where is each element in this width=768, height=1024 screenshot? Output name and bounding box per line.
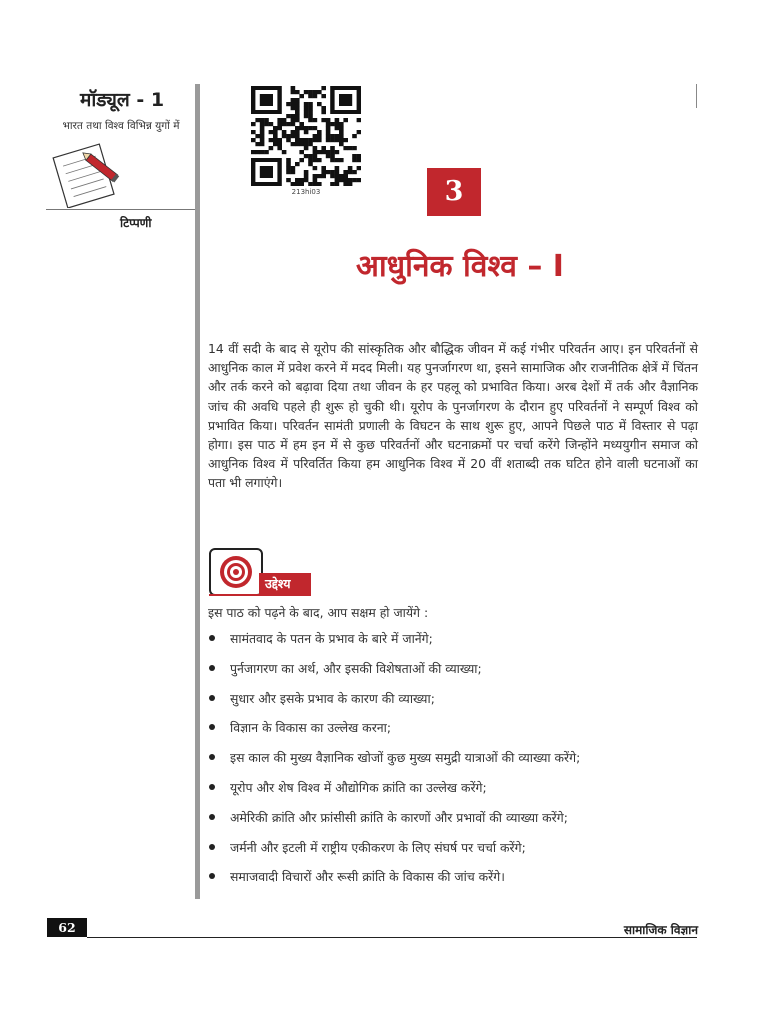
bullet-icon (209, 754, 215, 760)
chapter-title: आधुनिक विश्व – I (356, 249, 564, 284)
objective-text: सुधार और इसके प्रभाव के कारण की व्याख्या; (230, 690, 435, 706)
objectives-rule (209, 594, 311, 596)
objective-text: विज्ञान के विकास का उल्लेख करना; (230, 720, 392, 736)
objectives-list (208, 630, 580, 898)
list-item (208, 719, 580, 749)
bullet-icon (209, 724, 215, 730)
objectives-intro: इस पाठ को पढ़ने के बाद, आप सक्षम हो जायेंगे : (208, 605, 429, 620)
bullet-icon (209, 814, 215, 820)
intro-paragraph: 14 वीं सदी के बाद से यूरोप की सांस्कृतिक और बौद्धिक जीवन में कई गंभीर परिवर्तन आए। इन परिवर्तनों से आधुनिक काल में प्रवेश करने में मदद मिली। यह पुनर्जागरण था, इसने सामाजिक और राजनीतिक क्षेत्रें में चिंतन और तर्क करने को बढ़ावा दिया तथा जीवन के हर पहलू को प्रभावित किया। अरब देशों में तर्क और वैज्ञानिक जांच की अवधि पहले ही शुरू हो चुकी थी। यूरोप के पुनर्जागरण के दौरान हुए परिवर्तनों ने सम्पूर्ण विश्व को प्रभावित किया। परिवर्तन सामंती प्रणाली के विघटन के साथ शुरू हुए, आपने पिछले पाठ में विस्तार से पढ़ा होगा। इस पाठ में हम इन में से कुछ परिवर्तनों और घटनाक्रमों पर चर्चा करेंगे जिन्होंने मध्ययुगीन समाज को आधुनिक विश्व में परिवर्तित किया हम आधुनिक विश्व में 20 वीं शताब्दी तक घटित होने वाली घटनाओं का पता भी लगाएंगे। (208, 341, 698, 491)
module-subtitle: भारत तथा विश्व विभिन्न युगों में (62, 120, 180, 132)
objective-text: जर्मनी और इटली में राष्ट्रीय एकीकरण के लिए संघर्ष पर चर्चा करेंगे; (230, 839, 526, 855)
chapter-number-badge: 3 (427, 168, 481, 216)
sidebar-divider (46, 209, 196, 210)
objective-text: समाजवादी विचारों और रूसी क्रांति के विकास की जांच करेंगे। (230, 869, 505, 885)
bullet-icon (209, 665, 215, 671)
bullet-icon (209, 784, 215, 790)
page-number: 62 (47, 918, 87, 937)
bullet-icon (209, 873, 215, 879)
list-item (208, 868, 580, 898)
target-icon (211, 550, 261, 594)
sidebar-vertical-bar (195, 84, 200, 899)
notepad-pencil-icon (44, 138, 124, 208)
bullet-icon (209, 695, 215, 701)
objective-text: इस काल की मुख्य वैज्ञानिक खोजों कुछ मुख्य समुद्री यात्राओं की व्याख्या करेंगे; (230, 750, 581, 766)
objectives-target-icon (209, 548, 263, 596)
bullet-icon (209, 635, 215, 641)
list-item (208, 779, 580, 809)
qr-code-label: 213hi03 (291, 188, 321, 196)
list-item (208, 749, 580, 779)
list-item (208, 630, 580, 660)
module-title: मॉड्यूल - 1 (80, 89, 165, 111)
bullet-icon (209, 844, 215, 850)
list-item (208, 809, 580, 839)
list-item (208, 660, 580, 690)
list-item (208, 690, 580, 720)
list-item (208, 839, 580, 869)
objective-text: सामंतवाद के पतन के प्रभाव के बारे में जानेंगे; (230, 631, 433, 646)
notes-label: टिप्पणी (120, 216, 152, 230)
top-margin-tick (696, 84, 697, 108)
qr-code-icon (251, 86, 361, 186)
objective-text: यूरोप और शेष विश्व में औद्योगिक क्रांति का उल्लेख करेंगे; (230, 779, 487, 795)
footer-book-title: सामाजिक विज्ञान (623, 923, 698, 937)
objectives-heading: उद्देश्य (259, 573, 311, 595)
objective-text: पुर्नजागरण का अर्थ, और इसकी विशेषताओं की व्याख्या; (230, 660, 482, 676)
objective-text: अमेरिकी क्रांति और फ्रांसीसी क्रांति के कारणों और प्रभावों की व्याख्या करेंगे; (230, 809, 568, 825)
